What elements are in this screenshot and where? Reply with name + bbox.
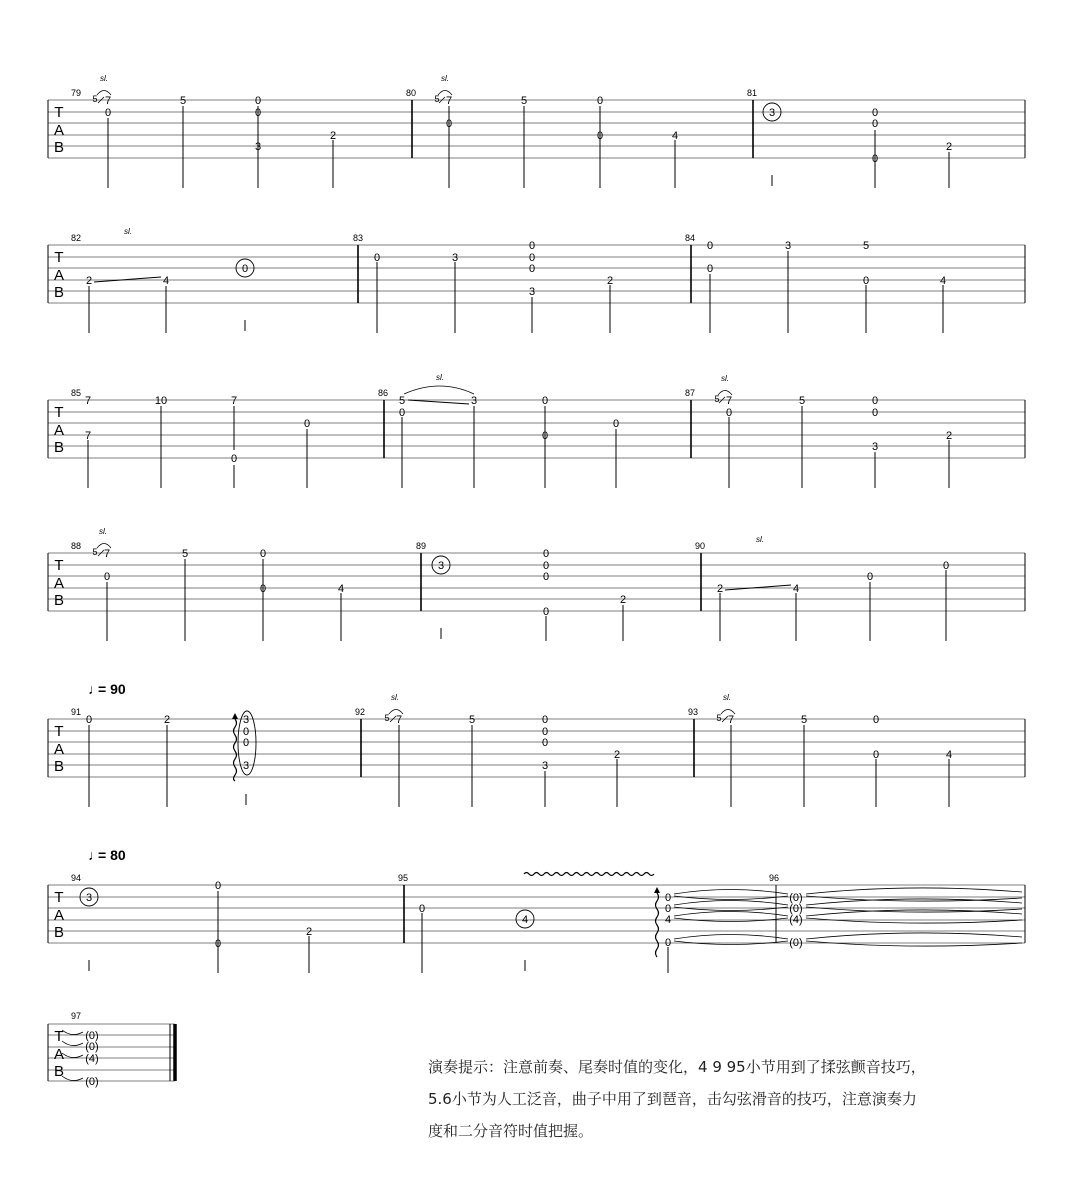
svg-text:B: B bbox=[53, 758, 65, 775]
circled-string-number: 0 bbox=[241, 263, 249, 275]
measure-number: 82 bbox=[70, 233, 82, 243]
fret-number: 7 bbox=[84, 430, 92, 442]
slide-label: sl. bbox=[391, 693, 399, 702]
slide-label: sl. bbox=[124, 227, 132, 236]
fret-number: 0 bbox=[872, 749, 880, 761]
fret-number: 0 bbox=[373, 252, 381, 264]
tied-fret-number: (0) bbox=[789, 937, 803, 949]
svg-text:T: T bbox=[54, 723, 64, 740]
tab-clef-4 bbox=[54, 557, 64, 609]
measure-number: 92 bbox=[354, 707, 366, 717]
tab-clef-5 bbox=[54, 723, 64, 775]
fret-number: 4 bbox=[792, 583, 800, 595]
fret-number: 0 bbox=[103, 571, 111, 583]
fret-number: 2 bbox=[619, 594, 627, 606]
fret-number: 0 bbox=[596, 130, 604, 142]
measure-number: 87 bbox=[684, 388, 696, 398]
fret-number: 0 bbox=[664, 903, 672, 915]
vibrato-mark bbox=[524, 873, 654, 876]
fret-number: 0 bbox=[612, 418, 620, 430]
measure-number: 79 bbox=[70, 88, 82, 98]
fret-number: 0 bbox=[871, 107, 879, 119]
circled-string-number: 3 bbox=[85, 892, 93, 904]
fret-number: 5 bbox=[398, 395, 406, 407]
slide-label: sl. bbox=[723, 693, 731, 702]
fret-number: 0 bbox=[303, 418, 311, 430]
fret-number: 0 bbox=[398, 407, 406, 419]
measure-number: 97 bbox=[70, 1011, 82, 1021]
fret-number: 2 bbox=[606, 275, 614, 287]
fret-number: 2 bbox=[305, 926, 313, 938]
fret-number: 5 bbox=[716, 713, 722, 723]
tempo-marking-90 bbox=[88, 681, 126, 697]
fret-number: 3 bbox=[871, 441, 879, 453]
fret-number: 0 bbox=[706, 263, 714, 275]
slide-label: sl. bbox=[436, 373, 444, 382]
measure-number: 85 bbox=[70, 388, 82, 398]
fret-number: 3 bbox=[784, 240, 792, 252]
fret-number: 0 bbox=[104, 107, 112, 119]
svg-text:B: B bbox=[53, 284, 65, 301]
circled-string-number: 3 bbox=[768, 107, 776, 119]
fret-number: 0 bbox=[871, 118, 879, 130]
measure-number: 93 bbox=[687, 707, 699, 717]
measure-number: 84 bbox=[684, 233, 696, 243]
fret-number: 5 bbox=[798, 395, 806, 407]
fret-number: 0 bbox=[254, 107, 262, 119]
fret-number: 0 bbox=[445, 118, 453, 130]
fret-number: 3 bbox=[254, 141, 262, 153]
fret-number: 4 bbox=[337, 583, 345, 595]
svg-text:A: A bbox=[53, 575, 65, 592]
slide-marks bbox=[97, 91, 452, 104]
fret-number: 0 bbox=[596, 95, 604, 107]
fret-number: 3 bbox=[451, 252, 459, 264]
fret-number: 0 bbox=[242, 737, 250, 749]
slide-marks bbox=[404, 386, 732, 404]
fret-number: 0 bbox=[418, 903, 426, 915]
fret-number: 5 bbox=[92, 547, 98, 557]
tab-clef-1 bbox=[54, 104, 64, 156]
performance-tip-line: 5.6小节为人工泛音，曲子中用了到琶音，击勾弦滑音的技巧，注意演奏力 bbox=[428, 1090, 917, 1108]
svg-text:= 80: = 80 bbox=[98, 847, 126, 863]
fret-number: 0 bbox=[872, 714, 880, 726]
fret-number: 0 bbox=[541, 726, 549, 738]
fret-number: 3 bbox=[242, 714, 250, 726]
svg-text:A: A bbox=[53, 741, 65, 758]
slide-label: sl. bbox=[441, 74, 449, 83]
fret-number: 0 bbox=[214, 938, 222, 950]
tab-clef-2 bbox=[54, 249, 64, 301]
svg-text:B: B bbox=[53, 1063, 65, 1080]
circled-string-number: 4 bbox=[521, 914, 529, 926]
fret-number: 7 bbox=[395, 714, 403, 726]
fret-number: 10 bbox=[154, 395, 168, 407]
fret-number: 5 bbox=[434, 94, 440, 104]
performance-tip bbox=[428, 1051, 1028, 1147]
fret-number: 0 bbox=[942, 560, 950, 572]
tab-system-3 bbox=[48, 400, 1025, 458]
arpeggio-arrow-icon bbox=[654, 887, 660, 957]
svg-text:♩: ♩ bbox=[88, 681, 102, 697]
svg-text:T: T bbox=[54, 404, 64, 421]
svg-text:B: B bbox=[53, 592, 65, 609]
fret-number: 5 bbox=[179, 95, 187, 107]
fret-number: 2 bbox=[716, 583, 724, 595]
fret-number: 0 bbox=[706, 240, 714, 252]
fret-number: 2 bbox=[85, 275, 93, 287]
tab-system-2 bbox=[48, 245, 1025, 303]
fret-number: 0 bbox=[542, 606, 550, 618]
fret-number: 0 bbox=[542, 548, 550, 560]
fret-number: 2 bbox=[945, 430, 953, 442]
tied-fret-number: (4) bbox=[85, 1053, 99, 1065]
fret-number: 4 bbox=[945, 749, 953, 761]
fret-number: 3 bbox=[242, 760, 250, 772]
measure-number: 89 bbox=[415, 541, 427, 551]
fret-number: 0 bbox=[725, 407, 733, 419]
fret-number: 0 bbox=[85, 714, 93, 726]
measure-number: 80 bbox=[405, 88, 417, 98]
fret-number: 0 bbox=[528, 263, 536, 275]
fret-number: 0 bbox=[259, 583, 267, 595]
fret-number: 3 bbox=[528, 286, 536, 298]
slide-label: sl. bbox=[721, 374, 729, 383]
fret-number: 0 bbox=[664, 937, 672, 949]
fret-number: 5 bbox=[862, 240, 870, 252]
svg-text:A: A bbox=[53, 1046, 65, 1063]
tab-clef-3 bbox=[54, 404, 64, 456]
fret-number: 3 bbox=[470, 395, 478, 407]
tempo-marking-80 bbox=[88, 847, 126, 863]
measure-number: 88 bbox=[70, 541, 82, 551]
fret-number: 0 bbox=[664, 892, 672, 904]
fret-number: 4 bbox=[664, 914, 672, 926]
measure-number: 90 bbox=[694, 541, 706, 551]
measure-number: 95 bbox=[397, 873, 409, 883]
svg-text:B: B bbox=[53, 439, 65, 456]
svg-text:B: B bbox=[53, 139, 65, 156]
fret-number: 2 bbox=[945, 141, 953, 153]
performance-tip-line: 度和二分音符时值把握。 bbox=[428, 1122, 594, 1140]
tied-fret-number: (0) bbox=[789, 903, 803, 915]
svg-text:♩: ♩ bbox=[88, 847, 102, 863]
fret-number: 7 bbox=[445, 95, 453, 107]
svg-text:B: B bbox=[53, 924, 65, 941]
fret-number: 0 bbox=[254, 95, 262, 107]
fret-number: 4 bbox=[939, 275, 947, 287]
svg-text:T: T bbox=[54, 104, 64, 121]
svg-text:= 90: = 90 bbox=[98, 681, 126, 697]
tab-clef-7 bbox=[54, 1028, 64, 1080]
fret-number: 7 bbox=[104, 95, 112, 107]
svg-text:T: T bbox=[54, 1028, 64, 1045]
tab-clef-6 bbox=[54, 889, 64, 941]
fret-number: 0 bbox=[541, 737, 549, 749]
fret-number: 5 bbox=[468, 714, 476, 726]
tied-fret-number: (0) bbox=[85, 1041, 99, 1053]
fret-number: 7 bbox=[84, 395, 92, 407]
tie-curves bbox=[674, 888, 1022, 946]
arpeggio-arrow-icon bbox=[232, 713, 238, 781]
tab-system-6 bbox=[48, 885, 1025, 943]
fret-number: 5 bbox=[181, 548, 189, 560]
svg-text:A: A bbox=[53, 267, 65, 284]
tab-system-1 bbox=[48, 100, 1025, 158]
fret-number: 2 bbox=[163, 714, 171, 726]
fret-number: 7 bbox=[230, 395, 238, 407]
svg-text:T: T bbox=[54, 249, 64, 266]
svg-text:A: A bbox=[53, 422, 65, 439]
tied-fret-number: (0) bbox=[789, 892, 803, 904]
tab-system-4 bbox=[48, 553, 1025, 611]
fret-number: 0 bbox=[542, 571, 550, 583]
fret-number: 2 bbox=[613, 749, 621, 761]
slide-label: sl. bbox=[100, 74, 108, 83]
fret-number: 4 bbox=[671, 130, 679, 142]
fret-number: 0 bbox=[242, 726, 250, 738]
svg-text:T: T bbox=[54, 889, 64, 906]
svg-text:A: A bbox=[53, 122, 65, 139]
measure-number: 96 bbox=[768, 873, 780, 883]
tied-fret-number: (0) bbox=[85, 1076, 99, 1088]
measure-number: 81 bbox=[746, 88, 758, 98]
fret-number: 5 bbox=[384, 713, 390, 723]
fret-number: 0 bbox=[871, 153, 879, 165]
note-stems bbox=[108, 106, 949, 188]
measure-number: 83 bbox=[352, 233, 364, 243]
fret-number: 5 bbox=[714, 394, 720, 404]
measure-number: 94 bbox=[70, 873, 82, 883]
fret-number: 0 bbox=[214, 880, 222, 892]
svg-text:A: A bbox=[53, 907, 65, 924]
fret-number: 0 bbox=[528, 240, 536, 252]
fret-number: 7 bbox=[727, 714, 735, 726]
fret-number: 0 bbox=[541, 395, 549, 407]
fret-number: 0 bbox=[259, 548, 267, 560]
slide-label: sl. bbox=[756, 535, 764, 544]
fret-number: 5 bbox=[92, 94, 98, 104]
tied-fret-number: (4) bbox=[789, 914, 803, 926]
fret-number: 0 bbox=[871, 407, 879, 419]
fret-number: 0 bbox=[871, 395, 879, 407]
circled-string-number: 3 bbox=[437, 560, 445, 572]
fret-number: 0 bbox=[541, 430, 549, 442]
fret-number: 0 bbox=[528, 252, 536, 264]
fret-number: 2 bbox=[329, 130, 337, 142]
fret-number: 0 bbox=[542, 560, 550, 572]
fret-number: 5 bbox=[520, 95, 528, 107]
fret-number: 0 bbox=[866, 571, 874, 583]
tied-fret-number: (0) bbox=[85, 1030, 99, 1042]
fret-number: 4 bbox=[162, 275, 170, 287]
slide-label: sl. bbox=[99, 527, 107, 536]
fret-number: 3 bbox=[541, 760, 549, 772]
tab-system-5 bbox=[48, 719, 1025, 777]
tab-system-7 bbox=[48, 1024, 175, 1081]
measure-number: 91 bbox=[70, 707, 82, 717]
fret-number: 0 bbox=[862, 275, 870, 287]
slide-marks bbox=[389, 710, 735, 723]
measure-number: 86 bbox=[377, 388, 389, 398]
fret-number: 7 bbox=[103, 548, 111, 560]
slide-line bbox=[94, 277, 161, 282]
fret-number: 7 bbox=[725, 395, 733, 407]
tie-curves bbox=[62, 1030, 83, 1081]
fret-number: 5 bbox=[800, 714, 808, 726]
fret-number: 0 bbox=[541, 714, 549, 726]
svg-text:T: T bbox=[54, 557, 64, 574]
performance-tip-line: 演奏提示：注意前奏、尾奏时值的变化，4 9 95小节用到了揉弦颤音技巧， bbox=[428, 1058, 926, 1076]
fret-number: 0 bbox=[230, 453, 238, 465]
